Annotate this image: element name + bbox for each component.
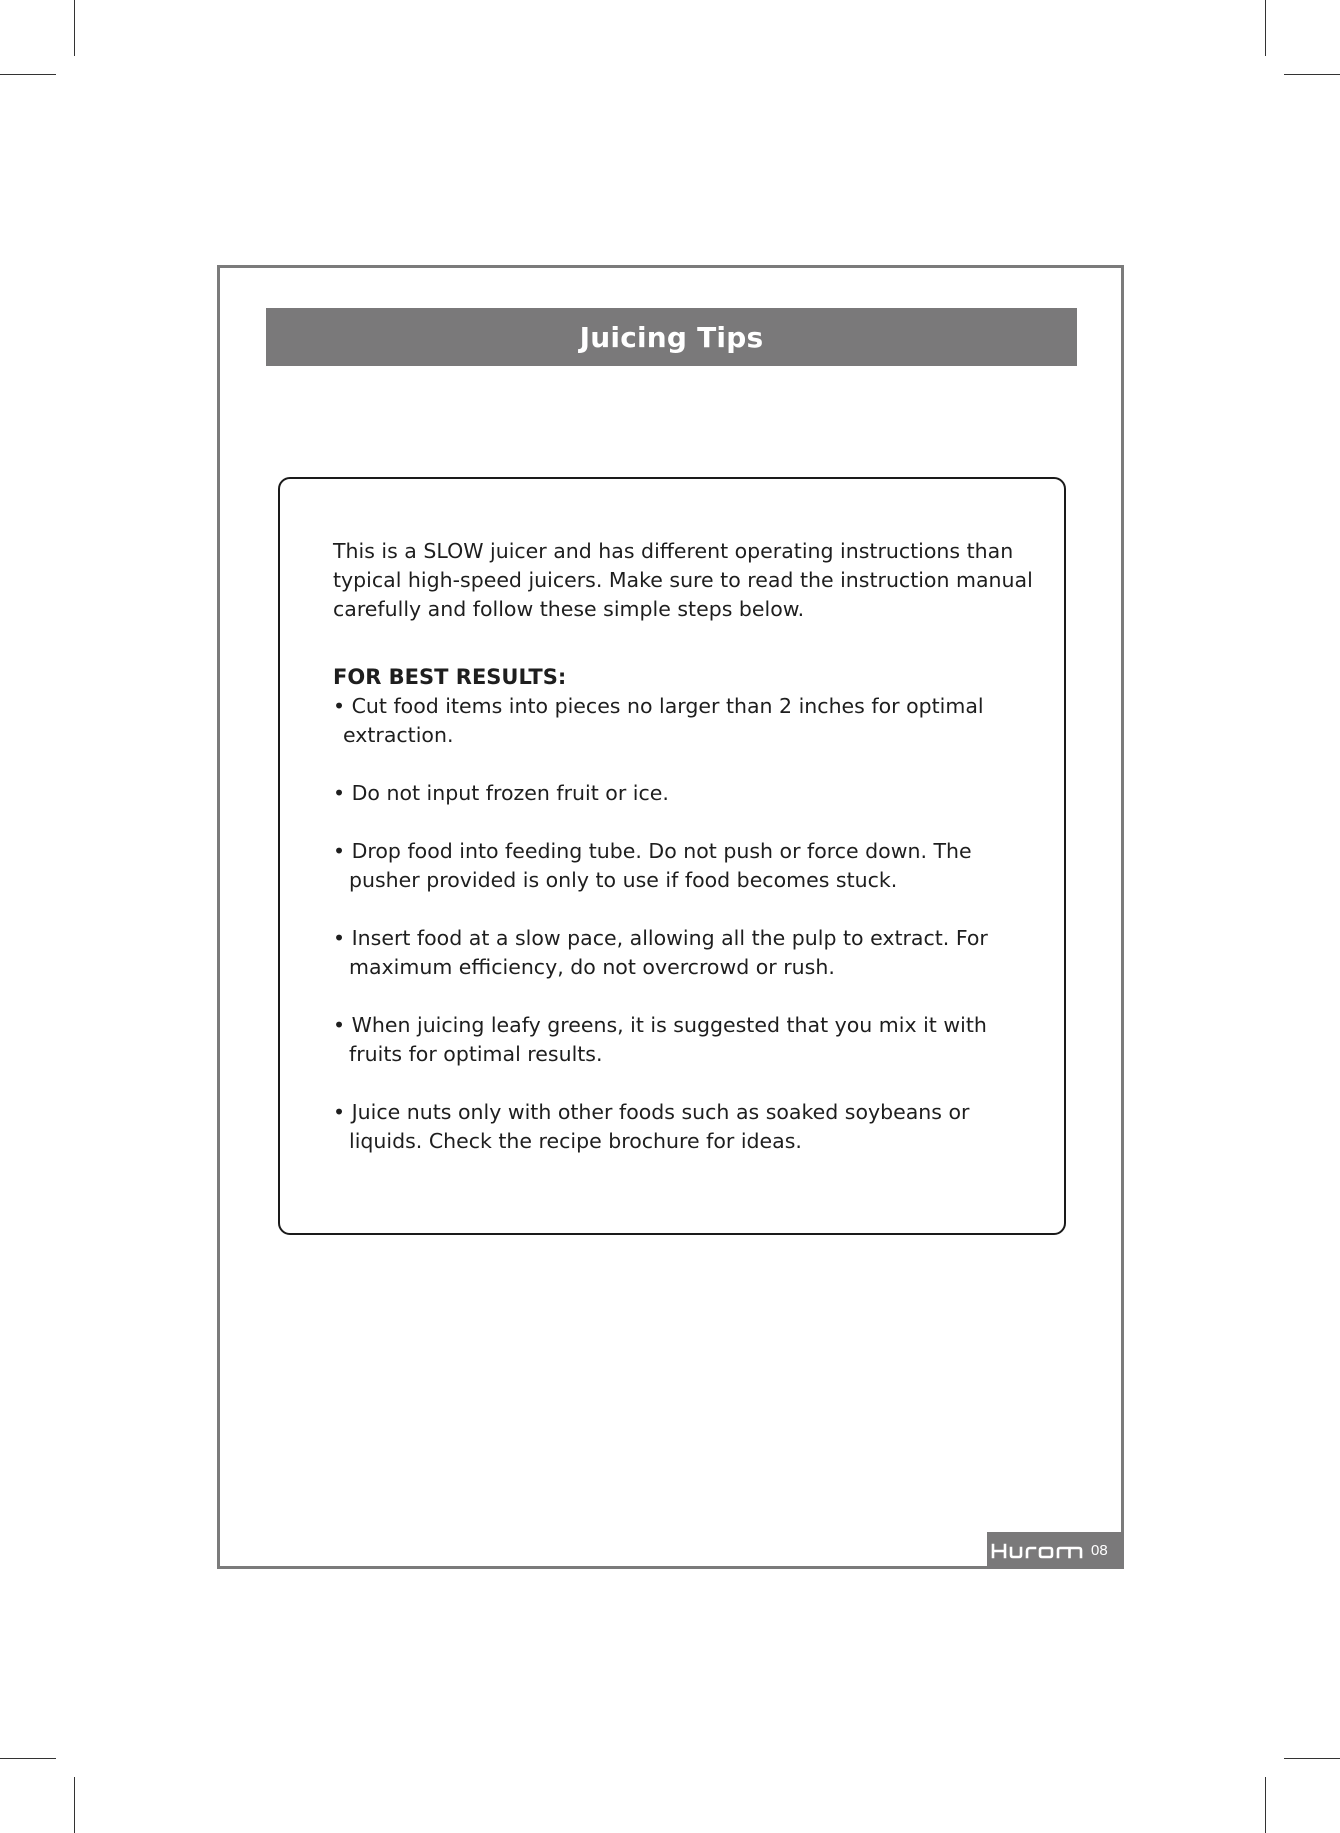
list-item: [333, 692, 1033, 750]
crop-mark: [1284, 1758, 1340, 1759]
list-item: [333, 779, 1033, 808]
best-results-heading: FOR BEST RESULTS:: [333, 665, 567, 689]
tip-line: pusher provided is only to use if food becomes stuck.: [349, 868, 898, 892]
tip-line: extraction.: [343, 723, 454, 747]
intro-line: typical high-speed juicers. Make sure to read the instruction manual: [333, 568, 1033, 592]
tips-list: [333, 692, 1033, 1156]
list-item: [333, 1011, 1033, 1069]
list-item: [333, 1098, 1033, 1156]
list-item: [333, 837, 1033, 895]
tip-line: • Drop food into feeding tube. Do not push or force down. The: [333, 839, 972, 863]
tip-line: • Insert food at a slow pace, allowing all the pulp to extract. For: [333, 926, 988, 950]
list-item: [333, 924, 1033, 982]
tip-line: fruits for optimal results.: [349, 1042, 603, 1066]
page-title: Juicing Tips: [579, 320, 764, 354]
title-bar: [266, 308, 1077, 366]
page-number: 08: [1091, 1542, 1108, 1559]
tip-line: • Juice nuts only with other foods such as soaked soybeans or: [333, 1100, 970, 1124]
crop-mark: [1284, 74, 1340, 75]
footer-badge: [987, 1532, 1124, 1569]
tip-line: liquids. Check the recipe brochure for ideas.: [349, 1129, 802, 1153]
tips-content: [333, 537, 1033, 1156]
crop-mark: [1265, 0, 1266, 56]
hurom-logo-icon: [991, 1541, 1085, 1561]
crop-mark: [74, 0, 75, 56]
tip-line: • When juicing leafy greens, it is suggested that you mix it with: [333, 1013, 987, 1037]
crop-mark: [74, 1777, 75, 1833]
tip-line: • Do not input frozen fruit or ice.: [333, 781, 669, 805]
tip-line: • Cut food items into pieces no larger than 2 inches for optimal: [333, 694, 984, 718]
tip-line: maximum efficiency, do not overcrowd or rush.: [349, 955, 835, 979]
crop-mark: [0, 74, 56, 75]
intro-line: carefully and follow these simple steps below.: [333, 597, 805, 621]
crop-mark: [0, 1758, 56, 1759]
intro-paragraph: [333, 537, 1033, 624]
crop-mark: [1265, 1777, 1266, 1833]
intro-line: This is a SLOW juicer and has different operating instructions than: [333, 539, 1014, 563]
